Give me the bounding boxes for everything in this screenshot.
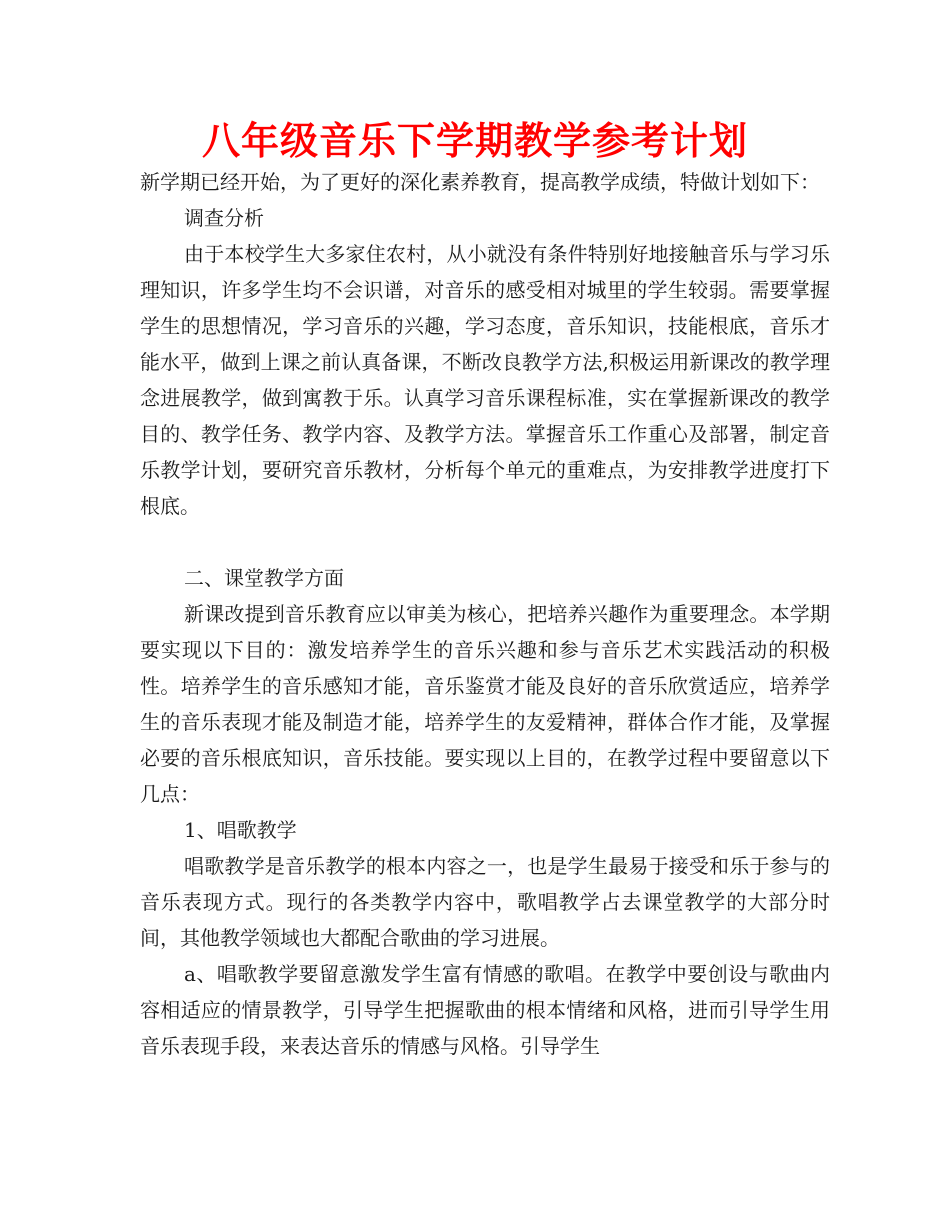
subheading-singing: 1、唱歌教学: [184, 818, 297, 842]
analysis-paragraph: 由于本校学生大多家住农村，从小就没有条件特别好地接触音乐与学习乐理知识，许多学生均不会识谱，对音乐的感受相对城里的学生较弱。需要掌握学生的思想情况，学习音乐的兴趣，学习态度，音乐知识，技能根底，音乐才能水平，做到上课之前认真备课，不断改良教学方法,积极运用新课改的教学理念进展教学，做到寓教于乐。认真学习音乐课程标准，实在掌握新课改的教学目的、教学任务、教学内容、及教学方法。掌握音乐工作重心及部署，制定音乐教学计划，要研究音乐教材，分析每个单元的重难点，为安排教学进度打下根底。: [140, 242, 830, 518]
document-body: [140, 164, 830, 1064]
document-title: 八年级音乐下学期教学参考计划: [201, 119, 748, 163]
section-heading-analysis: 调查分析: [184, 206, 264, 230]
paragraph-spacer: [140, 524, 830, 560]
section-heading-classroom: 二、课堂教学方面: [184, 566, 344, 590]
intro-paragraph: 新学期已经开始，为了更好的深化素养教育，提高教学成绩，特做计划如下：: [140, 170, 820, 194]
classroom-paragraph: 新课改提到音乐教育应以审美为核心，把培养兴趣作为重要理念。本学期要实现以下目的：激发培养学生的音乐兴趣和参与音乐艺术实践活动的积极性。培养学生的音乐感知才能，音乐鉴赏才能及良好的音乐欣赏适应，培养学生的音乐表现才能及制造才能，培养学生的友爱精神，群体合作才能，及掌握必要的音乐根底知识，音乐技能。要实现以上目的，在教学过程中要留意以下几点：: [140, 602, 830, 806]
singing-point-a-paragraph: a、唱歌教学要留意激发学生富有情感的歌唱。在教学中要创设与歌曲内容相适应的情景教学，引导学生把握歌曲的根本情绪和风格，进而引导学生用音乐表现手段，来表达音乐的情感与风格。引导学生: [140, 962, 830, 1058]
singing-paragraph: 唱歌教学是音乐教学的根本内容之一，也是学生最易于接受和乐于参与的音乐表现方式。现行的各类教学内容中，歌唱教学占去课堂教学的大部分时间，其他教学领域也大都配合歌曲的学习进展。: [140, 854, 830, 950]
